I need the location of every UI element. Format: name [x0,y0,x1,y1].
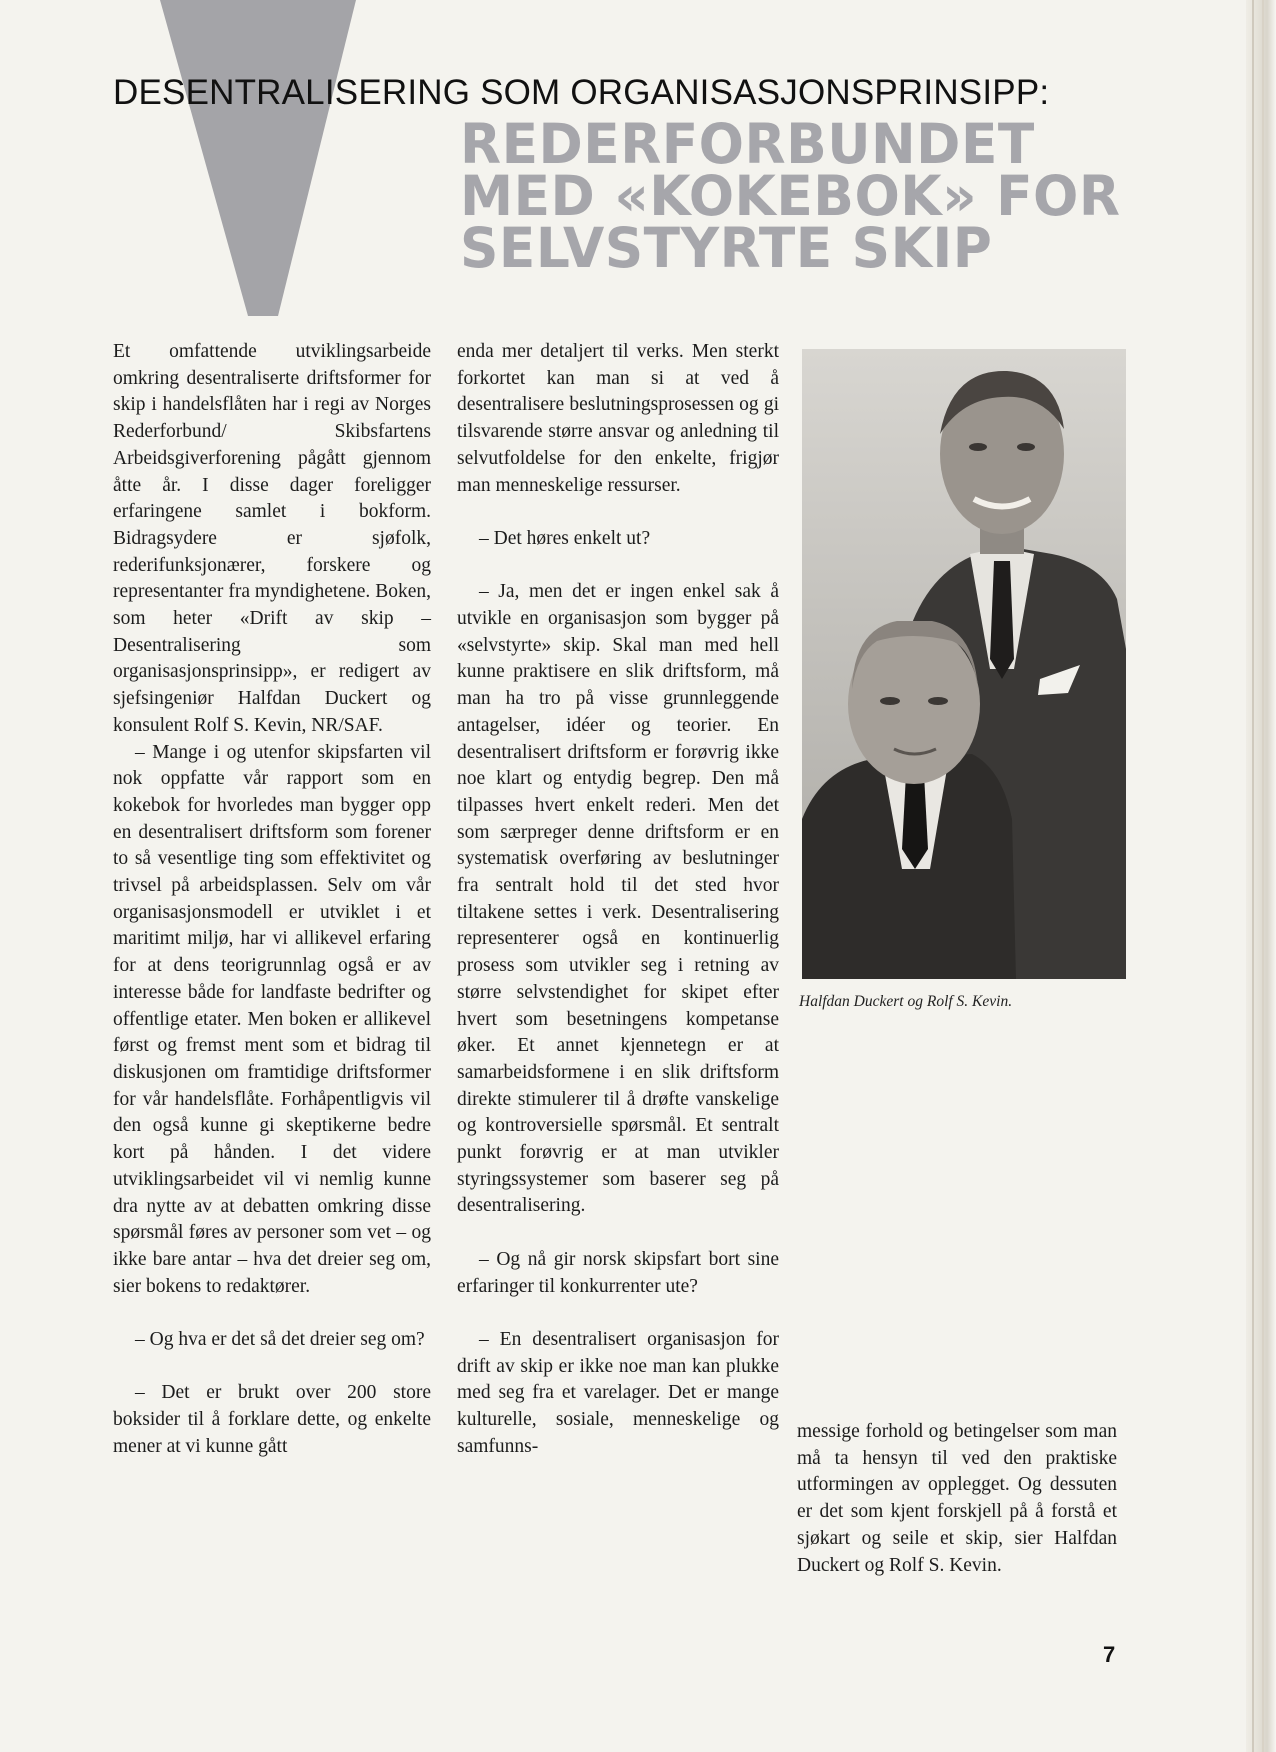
page-edge-line [1262,0,1264,1752]
photo-caption: Halfdan Duckert og Rolf S. Kevin. [799,993,1013,1010]
paragraph: enda mer detaljert til verks. Men sterkt forkortet kan man si at ved å desentralisere beslutningsprosessen og gi tilsvarende større ansvar og anledning til selvutfoldelse for den enkelte, frigjør man menneskelige ressurser. [457,341,779,496]
paragraph: messige forhold og betingelser som man må ta hensyn til ved den praktiske utformingen av opplegget. Og dessuten er det som kjent forskjell på å forstå et sjøkart og seile et skip, sier Halfdan Duckert og Rolf S. Kevin. [797,1421,1117,1576]
headline [460,112,1158,280]
portrait-photo [802,349,1126,979]
paragraph: – Mange i og utenfor skipsfarten vil nok oppfatte vår rapport som en kokebok for hvorledes man bygger opp en desentralisert driftsform som forener to så vesentlige ting som effektivitet og trivsel på arbeidsplassen. Selv om vår organisasjonsmodell er utviklet i et maritimt miljø, har vi allikevel erfaring for at dens teorigrunnlag også er av interesse både for landfaste bedrifter og offentlige etater. Men boken er allikevel først og fremst ment som et bidrag til diskusjonen om framtidige driftsformer for vår handelsflåte. Forhåpentligvis vil den også kunne gi skeptikerne bedre kort på hånden. I det videre utviklingsarbeidet vil vi nemlig kunne dra nytte av at debatten omkring disse spørsmål føres av personer som vet – og ikke bare antar – hva det dreier seg om, sier bokens to redaktører. [113,741,431,1297]
question: – Det høres enkelt ut? [479,527,651,549]
article-column-3 [797,1419,1117,1579]
paragraph: Et omfattende utviklingsarbeide omkring desentraliserte driftsformer for skip i handelsflåten har i regi av Norges Rederforbund/ Skibsfartens Arbeidsgiverforening pågått gjennom åtte år. I disse dager foreligger erfaringene samlet i bokform. Bidragsydere er sjøfolk, rederifunksjonærer, forskere og representanter fra myndighetene. Boken, som heter «Drift av skip – Desentralisering som organisasjonsprinsipp», er redigert av sjefsingeniør Halfdan Duckert og konsulent Rolf S. Kevin, NR/SAF. [113,341,431,736]
paragraph: – Det er brukt over 200 store boksider til å forklare dette, og enkelte mener at vi kunne gått [113,1382,431,1457]
headline-line: REDERFORBUNDET [460,112,1035,176]
page-number: 7 [1103,1642,1116,1667]
decorative-wedge [160,0,360,340]
page-edge-line [1252,0,1254,1752]
article-column-2 [457,339,779,1460]
headline-line: SELVSTYRTE SKIP [460,216,993,280]
question: – Og nå gir norsk skipsfart bort sine erfaringer til konkurrenter ute? [457,1248,779,1297]
kicker-title: DESENTRALISERING SOM ORGANISASJONSPRINSIPP: [113,73,1050,112]
paragraph: – Ja, men det er ingen enkel sak å utvikle en organisasjon som bygger på «selvstyrte» skip. Skal man med hell kunne praktisere en slik driftsform, må man ha tro på visse grunnleggende antagelser, idéer og teorier. En desentralisert driftsform er forøvrig ikke noe klart og entydig begrep. Den må tilpasses hvert enkelt rederi. Men det som særpreger denne driftsform er en systematisk overføring av beslutninger fra sentralt hold til det sted hvor tiltakene settes i verk. Desentralisering representerer også en kontinuerlig prosess som utvikler seg i retning av større selvstendighet for skipet efter hvert som besetningens kompetanse øker. Et annet kjennetegn er at samarbeidsformene i en slik driftsform direkte stimulerer til å drøfte vanskelige og kontroversielle spørsmål. Et sentralt punkt forøvrig er at man utvikler styringssystemer som baserer seg på desentralisering. [457,581,779,1217]
page-edge [1246,0,1276,1752]
headline-line: MED «KOKEBOK» FOR [460,164,1121,228]
article-column-1 [113,339,431,1461]
question: – Og hva er det så det dreier seg om? [135,1329,425,1350]
paragraph: – En desentralisert organisasjon for drift av skip er ikke noe man kan plukke med seg fra et varelager. Det er mange kulturelle, sosiale, menneskelige og samfunns- [457,1328,779,1457]
